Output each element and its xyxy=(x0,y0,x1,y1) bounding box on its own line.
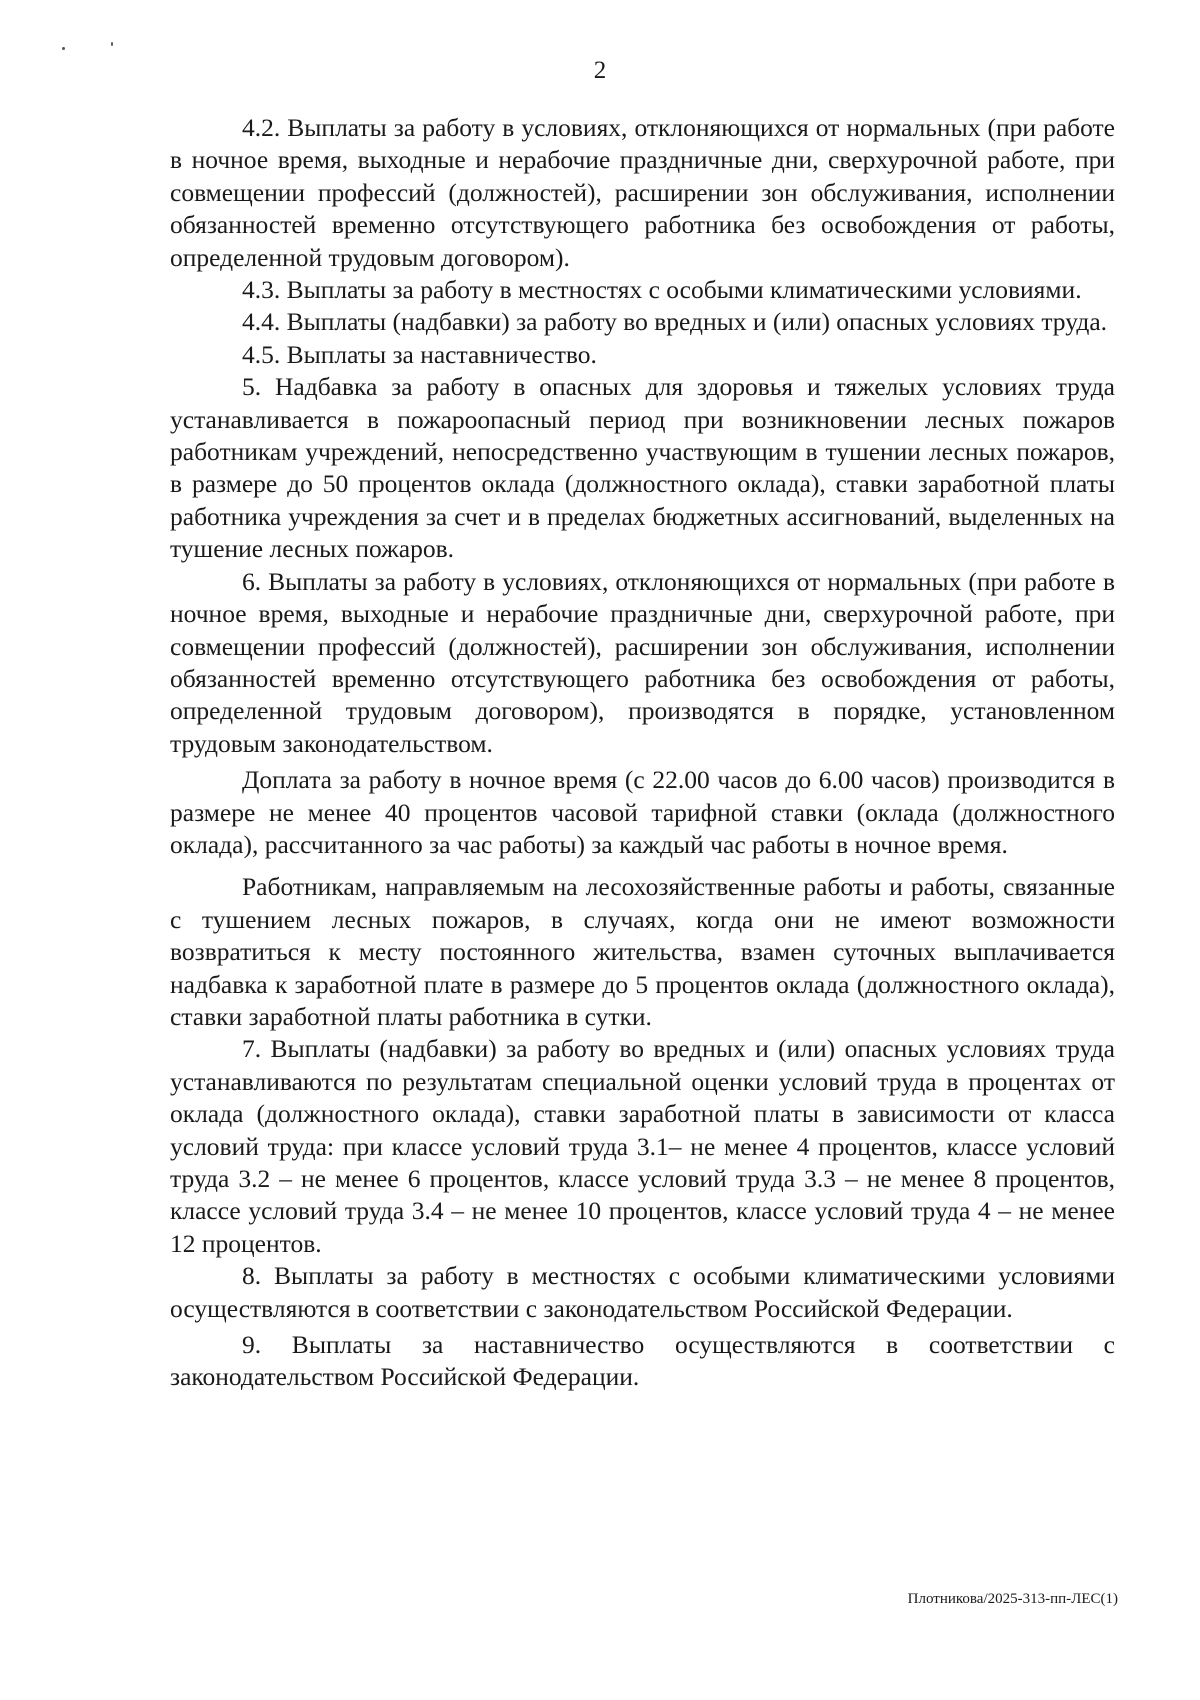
paragraph-4-4: 4.4. Выплаты (надбавки) за работу во вредных и (или) опасных условиях труда. xyxy=(242,307,1108,337)
page-number: 2 xyxy=(593,57,607,84)
scan-speck xyxy=(62,47,65,50)
paragraph-4-3: 4.3. Выплаты за работу в местностях с особыми климатическими условиями. xyxy=(242,275,1082,305)
paragraph-4-5: 4.5. Выплаты за наставничество. xyxy=(242,339,597,369)
paragraph-forestry-workers: Работникам, направляемым на лесохозяйственные работы и работы, связанные с тушением лесных пожаров, в случаях, когда они не имеют возможности возвратиться к месту постоянного жительства, взамен суточных выплачивается надбавка к заработной плате в размере до 5 процентов оклада (должностного оклада), ставки заработной платы работника в сутки. xyxy=(170,872,1115,1031)
document-body xyxy=(170,112,1115,1394)
paragraph-8: 8. Выплаты за работу в местностях с особыми климатическими условиями осуществляются в соответствии с законодательством Российской Федерации. xyxy=(170,1261,1115,1323)
paragraph-5: 5. Надбавка за работу в опасных для здоровья и тяжелых условиях труда устанавливается в пожароопасный период при возникновении лесных пожаров работникам учреждений, непосредственно участвующим в тушении лесных пожаров, в размере до 50 процентов оклада (должностного оклада), ставки заработной платы работника учреждения за счет и в пределах бюджетных ассигнований, выделенных на тушение лесных пожаров. xyxy=(170,372,1115,564)
paragraph-9: 9. Выплаты за наставничество осуществляются в соответствии с законодательством Российской Федерации. xyxy=(170,1330,1115,1392)
document-reference: Плотникова/2025-313-пп-ЛЕС(1) xyxy=(907,1591,1118,1607)
paragraph-4-2: 4.2. Выплаты за работу в условиях, отклоняющихся от нормальных (при работе в ночное время, выходные и нерабочие праздничные дни, сверхурочной работе, при совмещении профессий (должностей), расширении зон обслуживания, исполнении обязанностей временно отсутствующего работника без освобождения от работы, определенной трудовым договором). xyxy=(170,113,1115,272)
paragraph-6: 6. Выплаты за работу в условиях, отклоняющихся от нормальных (при работе в ночное время, выходные и нерабочие праздничные дни, сверхурочной работе, при совмещении профессий (должностей), расширении зон обслуживания, исполнении обязанностей временно отсутствующего работника без освобождения от работы, определенной трудовым договором), производятся в порядке, установленном трудовым законодательством. xyxy=(170,566,1115,758)
paragraph-night-work: Доплата за работу в ночное время (с 22.00 часов до 6.00 часов) производится в размере не менее 40 процентов часовой тарифной ставки (оклада (должностного оклада), рассчитанного за час работы) за каждый час работы в ночное время. xyxy=(170,765,1115,859)
paragraph-7: 7. Выплаты (надбавки) за работу во вредных и (или) опасных условиях труда устанавливаются по результатам специальной оценки условий труда в процентах от оклада (должностного оклада), ставки заработной платы в зависимости от класса условий труда: при классе условий труда 3.1– не менее 4 процентов, классе условий труда 3.2 – не менее 6 процентов, классе условий труда 3.3 – не менее 8 процентов, классе условий труда 3.4 – не менее 10 процентов, классе условий труда 4 – не менее 12 процентов. xyxy=(170,1034,1115,1258)
scan-speck xyxy=(111,42,113,46)
